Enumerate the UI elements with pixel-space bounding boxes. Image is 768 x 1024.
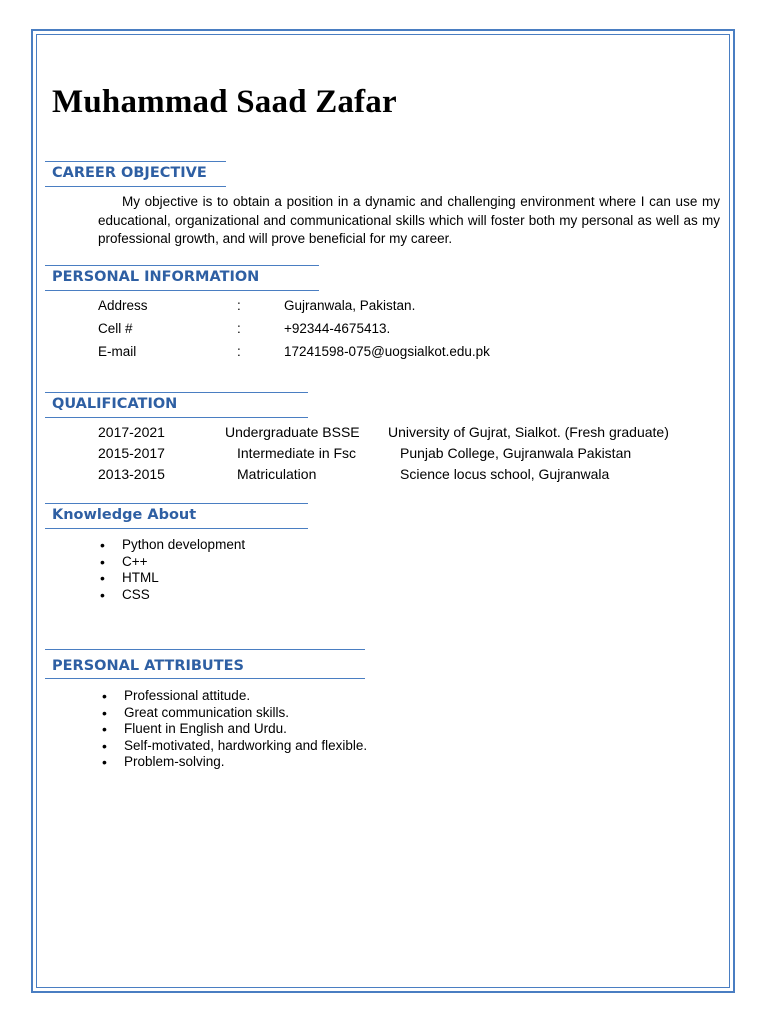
section-title: PERSONAL ATTRIBUTES [52, 658, 244, 674]
section-header-career-objective [45, 161, 226, 187]
qualification-degree: Matriculation [237, 466, 317, 482]
personal-value: +92344-4675413. [284, 321, 391, 336]
knowledge-list [100, 537, 246, 603]
bullet-icon: • [102, 688, 107, 704]
qualification-degree: Undergraduate BSSE [225, 424, 360, 440]
section-header-knowledge-about [45, 503, 308, 529]
list-item: • Python development [100, 537, 246, 553]
resume-name: Muhammad Saad Zafar [52, 84, 397, 120]
qualification-institute: University of Gujrat, Sialkot. (Fresh graduate) [388, 424, 669, 440]
personal-value: Gujranwala, Pakistan. [284, 298, 416, 313]
bullet-icon: • [102, 721, 107, 737]
personal-label: Address [98, 298, 148, 313]
attributes-list [102, 688, 368, 771]
section-header-qualification [45, 392, 308, 418]
personal-label: Cell # [98, 321, 133, 336]
list-item: • Professional attitude. [102, 688, 251, 704]
list-item: • HTML [100, 570, 159, 586]
section-title: Knowledge About [52, 507, 197, 523]
section-title: QUALIFICATION [52, 396, 178, 412]
list-item: • Great communication skills. [102, 704, 290, 721]
bullet-icon: • [102, 737, 107, 754]
personal-separator: : [237, 344, 241, 359]
qualification-degree: Intermediate in Fsc [237, 445, 357, 461]
section-title: PERSONAL INFORMATION [52, 269, 260, 285]
list-item: • Self-motivated, hardworking and flexible. [102, 737, 368, 754]
bullet-icon: • [102, 754, 107, 770]
qualification-institute: Punjab College, Gujranwala Pakistan [400, 445, 632, 461]
section-header-personal-information [45, 265, 319, 291]
qualification-years: 2015-2017 [98, 445, 165, 461]
list-item: • C++ [100, 553, 148, 570]
list-item: • CSS [100, 586, 150, 603]
objective-text: My objective is to obtain a position in a dynamic and challenging environment where I can use my educational, organizational and communicational skills which will foster both my personal as well as my professional growth, and will prove beneficial for my career. [98, 194, 720, 246]
bullet-icon: • [100, 570, 105, 586]
bullet-icon: • [100, 553, 105, 570]
personal-separator: : [237, 321, 241, 336]
list-item: • Problem-solving. [102, 754, 225, 770]
personal-label: E-mail [98, 344, 137, 359]
bullet-icon: • [100, 586, 105, 603]
section-title: CAREER OBJECTIVE [52, 165, 207, 181]
section-header-personal-attributes [45, 649, 365, 679]
list-item: • Fluent in English and Urdu. [102, 721, 287, 737]
bullet-icon: • [100, 537, 105, 553]
personal-separator: : [237, 298, 241, 313]
qualification-years: 2013-2015 [98, 466, 165, 482]
email-link[interactable]: 17241598-075@uogsialkot.edu.pk [284, 344, 490, 359]
qualification-years: 2017-2021 [98, 424, 165, 440]
qualification-institute: Science locus school, Gujranwala [400, 466, 610, 482]
bullet-icon: • [102, 704, 107, 721]
